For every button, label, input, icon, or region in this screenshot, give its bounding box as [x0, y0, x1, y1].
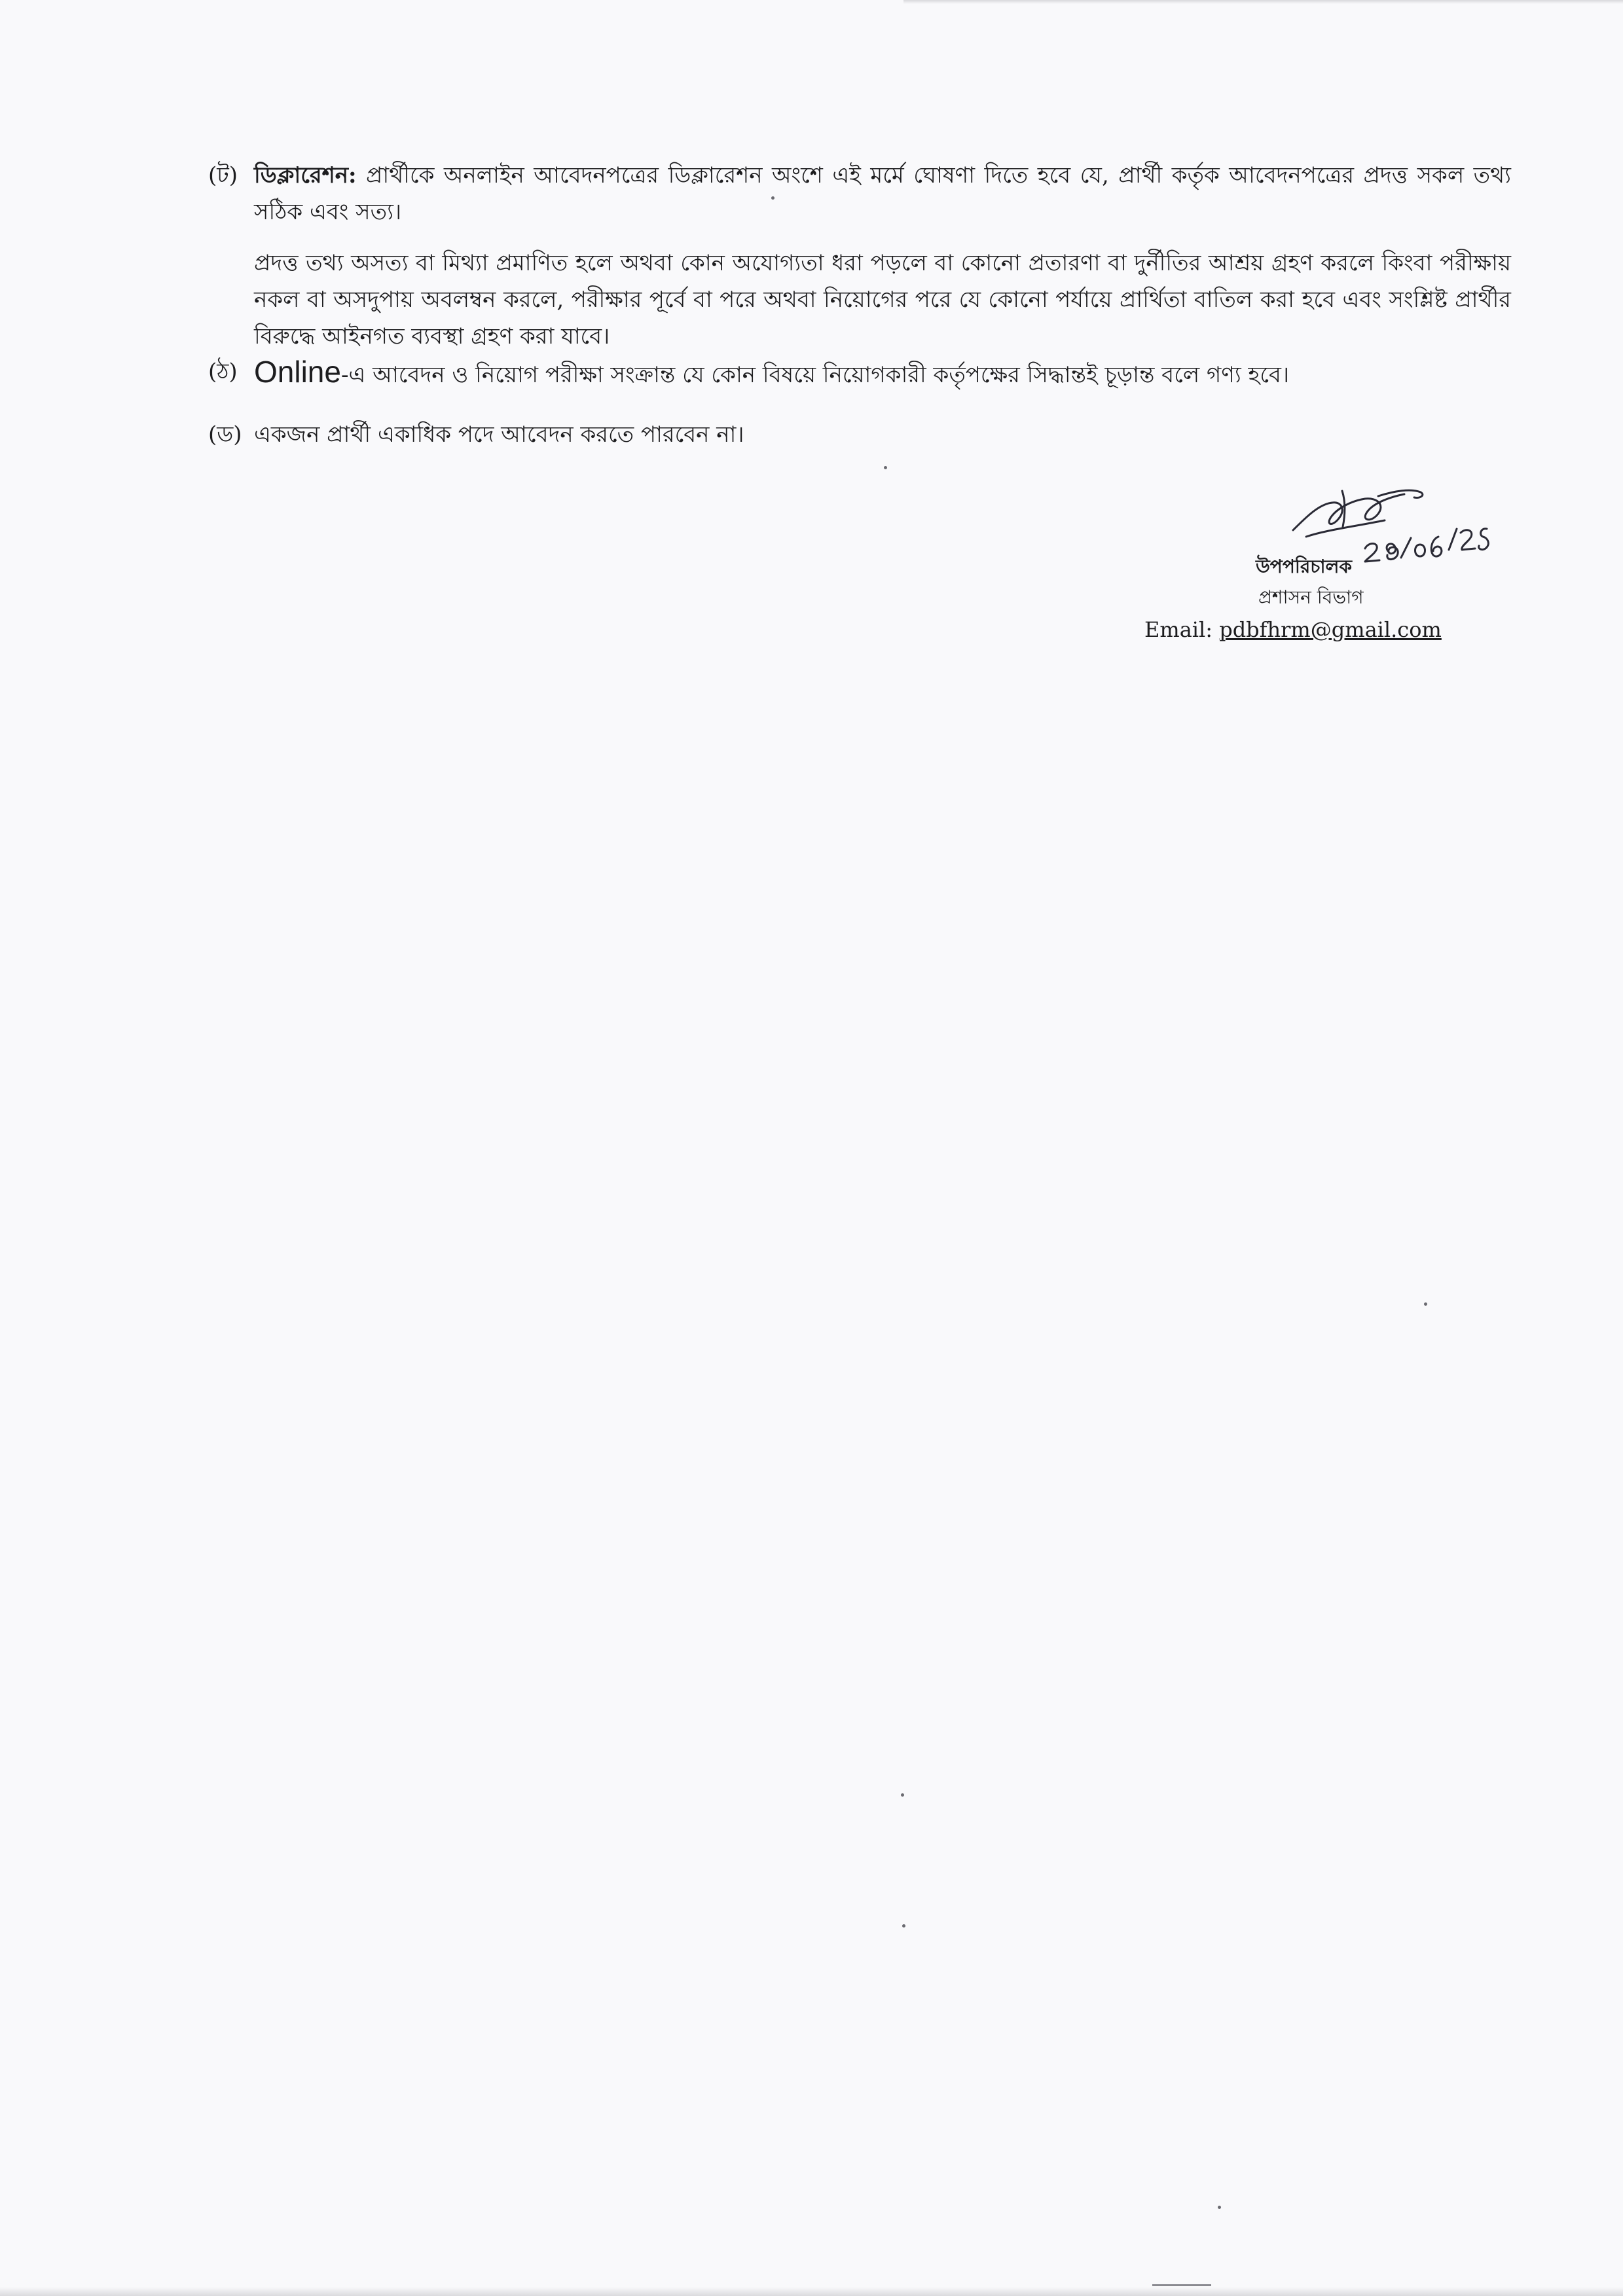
declaration-text: প্রার্থীকে অনলাইন আবেদনপত্রের ডিক্লারেশন অংশে এই মর্মে ঘোষণা দিতে হবে যে, প্রার্থী কর্তৃক আবেদনপত্রের প্রদত্ত সকল তথ্য সঠিক এবং সত্য।: [254, 162, 1511, 225]
signatory-title: উপপরিচালক: [1256, 556, 1352, 577]
online-decision-text: -এ আবেদন ও নিয়োগ পরীক্ষা সংক্রান্ত যে কোন বিষয়ে নিয়োগকারী কর্তৃপক্ষের সিদ্ধান্তই চূড়ান্ত বলে গণ্য হবে।: [340, 362, 1290, 388]
scan-speck: [1424, 1302, 1427, 1306]
signatory-email: [1144, 615, 1442, 644]
declaration-paragraph-1: [254, 157, 1511, 230]
scan-speck: [884, 466, 887, 469]
scan-edge-top: [903, 0, 1623, 4]
clause-marker: (ঠ): [208, 359, 238, 385]
clause-single-post: [208, 416, 1511, 453]
online-decision-paragraph: [254, 353, 1511, 393]
scan-footer-mark: [1152, 2284, 1211, 2286]
single-post-text: একজন প্রার্থী একাধিক পদে আবেদন করতে পারবেন না।: [254, 422, 744, 448]
declaration-paragraph-2: প্রদত্ত তথ্য অসত্য বা মিথ্যা প্রমাণিত হলে অথবা কোন অযোগ্যতা ধরা পড়লে বা কোনো প্রতারণা বা দুর্নীতির আশ্রয় গ্রহণ করলে কিংবা পরীক্ষায় নকল বা অসদুপায় অবলম্বন করলে, পরীক্ষার পূর্বে বা পরে অথবা নিয়োগের পরে যে কোনো পর্যায়ে প্রার্থিতা বাতিল করা হবে এবং সংশ্লিষ্ট প্রার্থীর বিরুদ্ধে আইনগত ব্যবস্থা গ্রহণ করা যাবে।: [254, 250, 1511, 350]
clause-declaration: [208, 157, 1511, 355]
scan-speck: [902, 1924, 905, 1928]
scan-edge-bottom: [0, 2287, 1623, 2296]
clause-body: [254, 157, 1511, 355]
clause-online-decision: [208, 353, 1511, 393]
clause-body: [254, 353, 1511, 393]
declaration-term: ডিক্লারেশন:: [254, 162, 357, 188]
online-term: Online: [254, 355, 341, 389]
scan-speck: [1218, 2206, 1221, 2209]
signatory-department: প্রশাসন বিভাগ: [1258, 586, 1364, 608]
clause-marker: (ড): [208, 422, 242, 448]
scan-speck: [771, 196, 775, 200]
clause-marker: (ট): [208, 162, 238, 188]
scan-speck: [901, 1793, 904, 1797]
email-address-link[interactable]: pdbfhrm@gmail.com: [1219, 617, 1442, 642]
clause-body: [254, 416, 1511, 453]
email-label: Email:: [1144, 617, 1220, 642]
